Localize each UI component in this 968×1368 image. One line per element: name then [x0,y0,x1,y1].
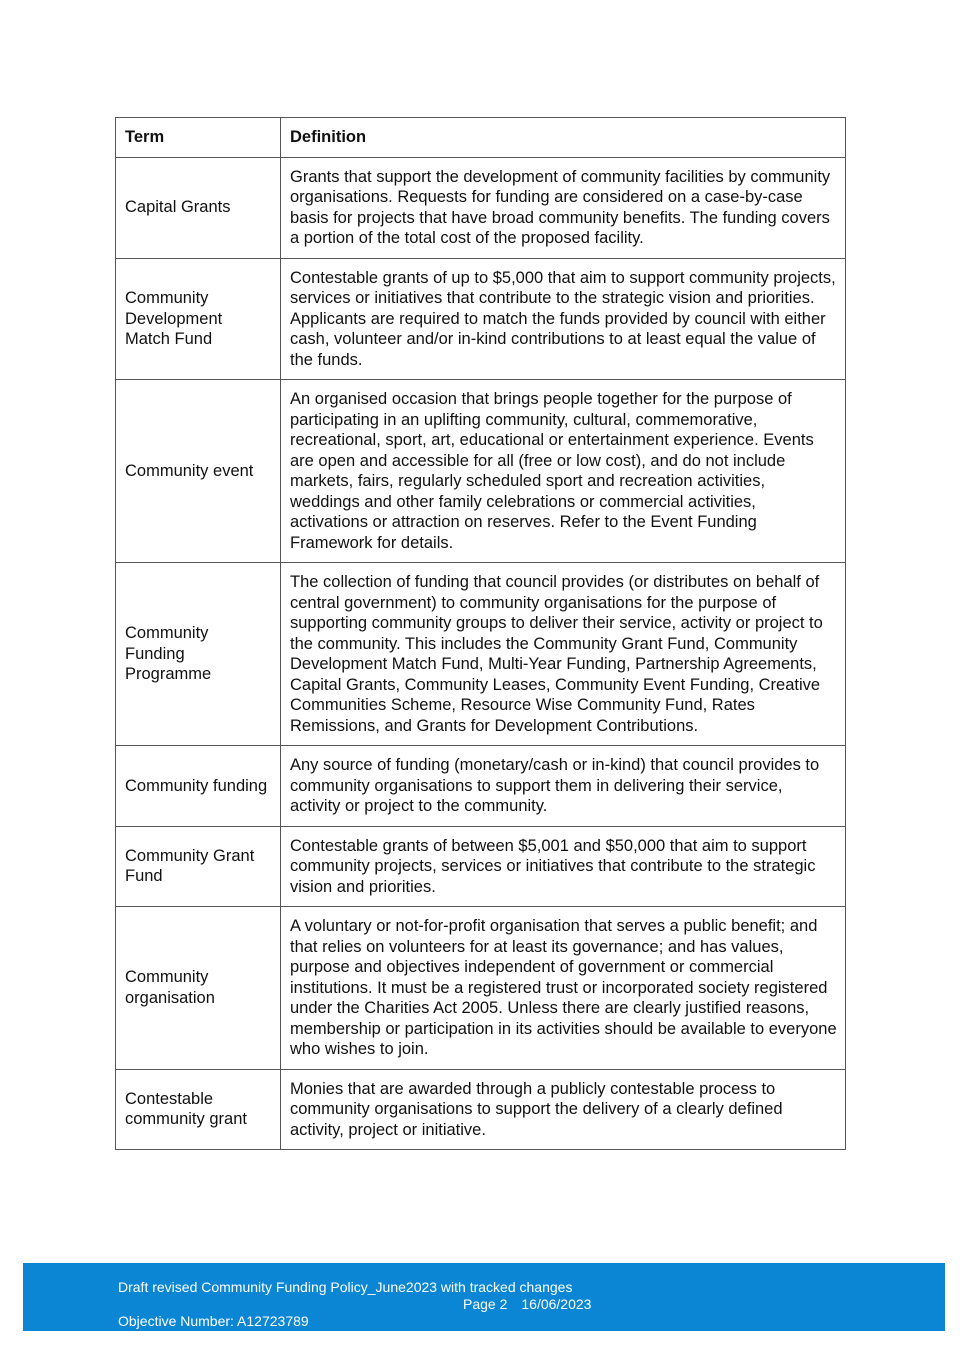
definition-cell: An organised occasion that brings people together for the purpose of participating in an uplifting community, cultural, commemorative, recreational, sport, art, educational or entertainment experience. Events are open and accessible for all (free or low cost), and do not include markets, fairs, regularly scheduled sport and recreation activities, weddings and other family celebrations or commercial activities, activations or attraction on reserves. Refer to the Event Funding Framework for details. [281,380,846,563]
table-header-row [116,118,846,158]
definition-cell: A voluntary or not-for-profit organisation that serves a public benefit; and that relies on volunteers for at least its governance; and has values, purpose and objectives independent of government or commercial institutions. It must be a registered trust or incorporated society registered under the Charities Act 2005. Unless there are clearly justified reasons, membership or participation in its activities should be available to everyone who wishes to join. [281,907,846,1070]
term-cell: Community funding [116,746,281,827]
definition-cell: Any source of funding (monetary/cash or in-kind) that council provides to community organisations to support them in delivering their service, activity or project to the community. [281,746,846,827]
definition-cell: Contestable grants of between $5,001 and $50,000 that aim to support community projects, services or initiatives that contribute to the strategic vision and priorities. [281,826,846,907]
term-cell: Community organisation [116,907,281,1070]
table-row [116,907,846,1070]
term-cell: Community Grant Fund [116,826,281,907]
table-row [116,380,846,563]
footer-document-title: Draft revised Community Funding Policy_June2023 with tracked changes [118,1279,573,1295]
table-row [116,563,846,746]
term-cell: Community Development Match Fund [116,258,281,380]
term-cell: Community event [116,380,281,563]
footer-date: 16/06/2023 [521,1296,592,1312]
term-cell: Contestable community grant [116,1069,281,1150]
definition-cell: Contestable grants of up to $5,000 that aim to support community projects, services or initiatives that contribute to the strategic vision and priorities. Applicants are required to match the funds provided by council with either cash, volunteer and/or in-kind contributions to at least equal the value of the funds. [281,258,846,380]
definition-cell: Monies that are awarded through a publicly contestable process to community organisations to support the delivery of a clearly defined activity, project or initiative. [281,1069,846,1150]
footer-page-number: Page 2 [463,1296,508,1312]
header-term: Term [116,118,281,158]
glossary-table [115,117,846,1150]
definition-cell: Grants that support the development of community facilities by community organisations. Requests for funding are considered on a case-by-case basis for projects that have broad community benefits. The funding covers a portion of the total cost of the proposed facility. [281,157,846,258]
header-definition: Definition [281,118,846,158]
footer-page-info [463,1296,591,1312]
term-cell: Community Funding Programme [116,563,281,746]
page-footer [23,1263,945,1331]
footer-objective-number: Objective Number: A12723789 [118,1313,309,1329]
table-row [116,746,846,827]
term-cell: Capital Grants [116,157,281,258]
table-row [116,157,846,258]
table-row [116,1069,846,1150]
definition-cell: The collection of funding that council provides (or distributes on behalf of central government) to community organisations for the purpose of supporting community groups to deliver their service, activity or project to the community. This includes the Community Grant Fund, Community Development Match Fund, Multi-Year Funding, Partnership Agreements, Capital Grants, Community Leases, Community Event Funding, Creative Communities Scheme, Resource Wise Community Fund, Rates Remissions, and Grants for Development Contributions. [281,563,846,746]
table-row [116,826,846,907]
table-row [116,258,846,380]
